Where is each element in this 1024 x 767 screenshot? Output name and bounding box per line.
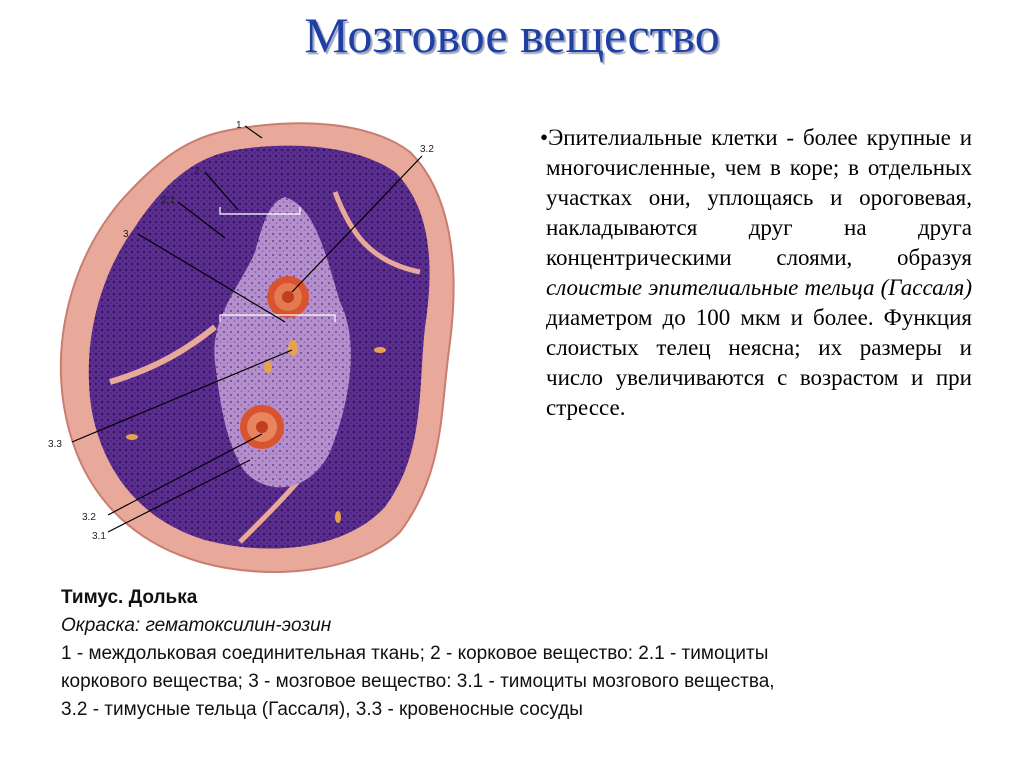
label-3-3: 3.3	[48, 439, 62, 450]
blood-vessel	[335, 511, 341, 523]
figure-caption	[61, 584, 961, 724]
caption-title: Тимус. Долька	[61, 587, 198, 608]
blood-vessel	[374, 347, 386, 353]
description-paragraph	[540, 123, 972, 423]
label-2: 2	[194, 166, 200, 177]
thymus-lobule-illustration	[40, 112, 500, 582]
blood-vessel	[126, 434, 138, 440]
label-3-2-bottom: 3.2	[82, 512, 96, 523]
caption-legend-line: 1 - междольковая соединительная ткань; 2 - корковое вещество: 2.1 - тимоциты	[61, 643, 769, 664]
hassall-corpuscle-upper	[267, 276, 309, 318]
label-2-1: 2.1	[161, 195, 175, 206]
thymus-lobule-figure	[40, 112, 500, 582]
description-text-part2: диаметром до 100 мкм и более. Функция слоистых телец неясна; их размеры и число увеличиваются с возрастом и при стрессе.	[546, 305, 972, 420]
slide-title: Мозговое вещество	[304, 7, 720, 63]
description-text-part1: Эпителиальные клетки - более крупные и многочисленные, чем в коре; в отдельных участках они, уплощаясь и ороговевая, накладываются друг на друга концентрическими слоями, образуя	[546, 125, 972, 270]
bullet-marker: •	[540, 125, 549, 150]
label-1: 1	[236, 120, 242, 131]
blood-vessel	[264, 361, 272, 373]
description-italic-term: слоистые эпителиальные тельца (Гассаля)	[546, 275, 972, 300]
blood-vessel	[288, 340, 298, 356]
caption-legend-line: коркового вещества; 3 - мозговое вещество: 3.1 - тимоциты мозгового вещества,	[61, 671, 775, 692]
label-3: 3	[123, 229, 129, 240]
caption-stain: Окраска: гематоксилин-эозин	[61, 615, 332, 636]
caption-legend-line: 3.2 - тимусные тельца (Гассаля), 3.3 - кровеносные сосуды	[61, 699, 583, 720]
label-3-2-top: 3.2	[420, 144, 434, 155]
label-3-1: 3.1	[92, 531, 106, 542]
